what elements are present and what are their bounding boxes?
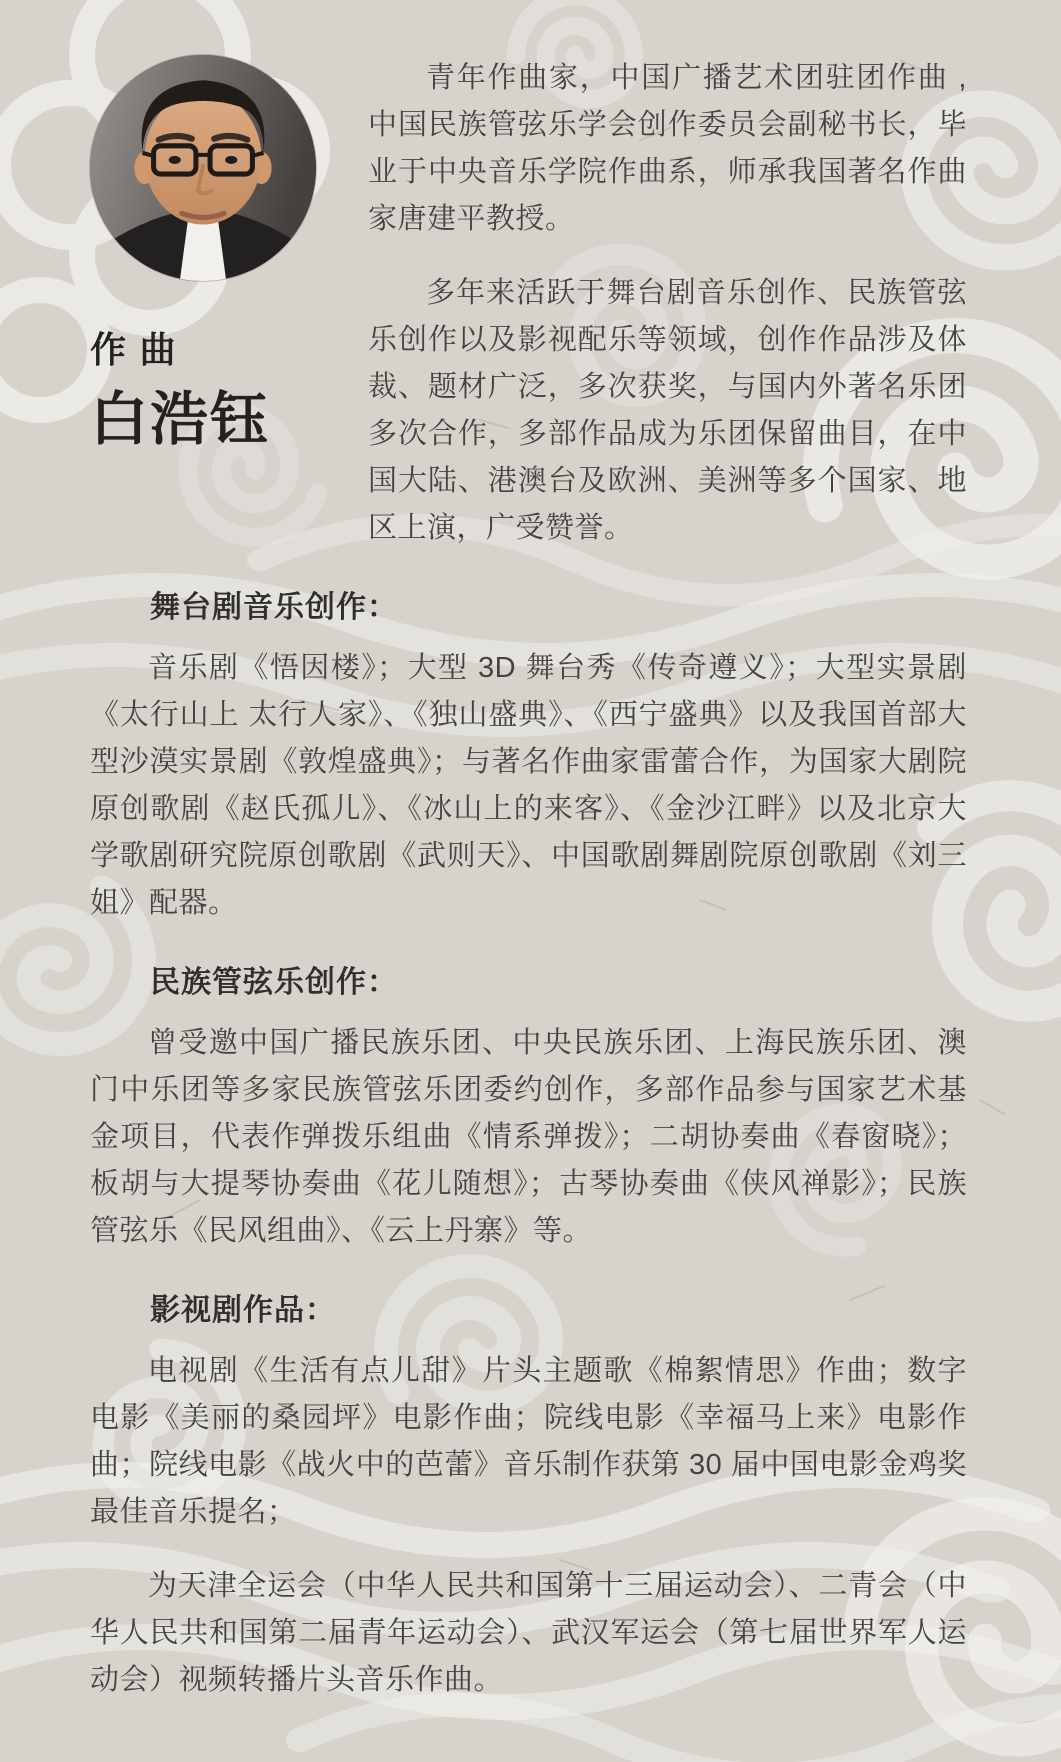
section-heading: 影视剧作品： (150, 1294, 336, 1327)
section-film-tv (90, 1287, 967, 1704)
intro-column (368, 55, 967, 552)
works-sections (90, 584, 967, 1704)
composer-photo (90, 55, 316, 281)
portrait-illustration (90, 55, 316, 281)
section-paragraph: 音乐剧《悟因楼》；大型 3D 舞台秀《传奇遵义》；大型实景剧《太行山上 太行人家》、《独山盛典》、《西宁盛典》以及我国首部大型沙漠实景剧《敦煌盛典》；与著名作曲家雷蕾合作，为国家大剧院原创歌剧《赵氏孤儿》、《冰山上的来客》、《金沙江畔》以及北京大学歌剧研究院原创歌剧《武则天》、中国歌剧舞剧院原创歌剧《刘三姐》配器。 (90, 652, 967, 919)
section-orchestral (90, 959, 967, 1255)
section-heading: 民族管弦乐创作： (150, 966, 398, 999)
section-paragraph: 电视剧《生活有点儿甜》片头主题歌《棉絮情思》作曲；数字电影《美丽的桑园坪》电影作曲；院线电影《幸福马上来》电影作曲；院线电影《战火中的芭蕾》音乐制作获第 30 届中国电影金鸡奖最佳音乐提名； (90, 1355, 967, 1528)
profile-left-column (90, 55, 328, 552)
section-paragraph: 曾受邀中国广播民族乐团、中央民族乐团、上海民族乐团、澳门中乐团等多家民族管弦乐团委约创作，多部作品参与国家艺术基金项目，代表作弹拨乐组曲《情系弹拨》；二胡协奏曲《春窗晓》；板胡与大提琴协奏曲《花儿随想》；古琴协奏曲《侠风禅影》；民族管弦乐《民风组曲》、《云上丹寨》等。 (90, 1027, 967, 1247)
intro-paragraph: 多年来活跃于舞台剧音乐创作、民族管弦乐创作以及影视配乐等领域，创作作品涉及体裁、题材广泛，多次获奖，与国内外著名乐团多次合作，多部作品成为乐团保留曲目，在中国大陆、港澳台及欧洲、美洲等多个国家、地区上演，广受赞誉。 (368, 277, 967, 544)
profile-header (90, 55, 967, 552)
section-heading: 舞台剧音乐创作： (150, 591, 398, 624)
section-stage-music (90, 584, 967, 927)
role-label: 作曲 (90, 330, 190, 370)
composer-name: 白浩钰 (90, 386, 271, 452)
intro-paragraph: 青年作曲家，中国广播艺术团驻团作曲 , 中国民族管弦乐学会创作委员会副秘书长，毕业于中央音乐学院作曲系，师承我国著名作曲家唐建平教授。 (368, 62, 967, 235)
section-paragraph: 为天津全运会（中华人民共和国第十三届运动会）、二青会（中华人民共和国第二届青年运动会）、武汉军运会（第七届世界军人运动会）视频转播片头音乐作曲。 (90, 1570, 967, 1696)
